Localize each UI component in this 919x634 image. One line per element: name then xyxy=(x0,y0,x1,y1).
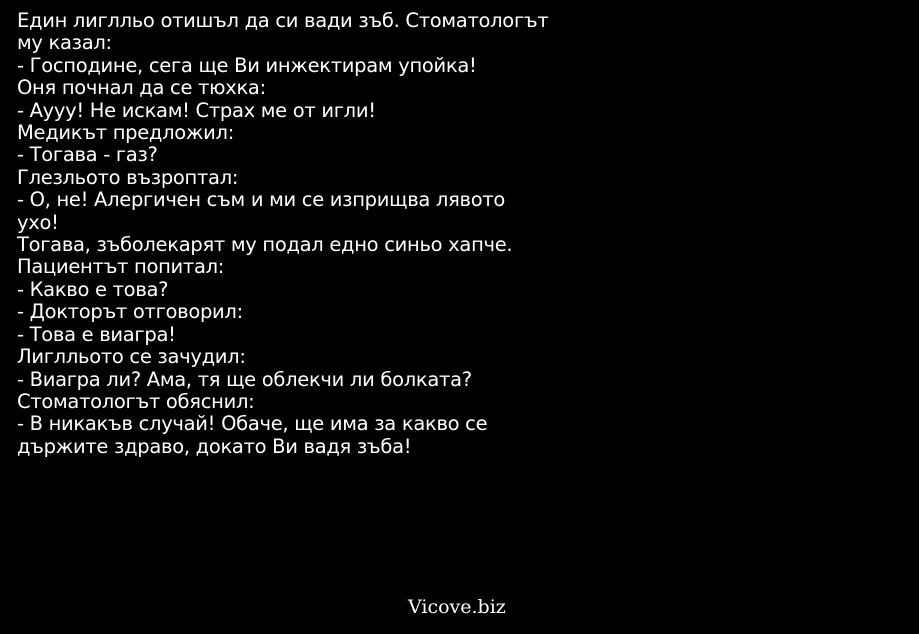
joke-line: му казал: xyxy=(17,31,112,55)
joke-line: Лиглльото се зачудил: xyxy=(17,345,246,369)
joke-line: Стоматологът обяснил: xyxy=(17,389,255,413)
joke-line: - Докторът отговорил: xyxy=(17,300,243,324)
joke-line: Медикът предложил: xyxy=(17,121,234,145)
joke-line: държите здраво, докато Ви вадя зъба! xyxy=(17,434,412,458)
joke-line: - Това е виагра! xyxy=(17,322,176,346)
joke-line: Пациентът попитал: xyxy=(17,255,225,279)
site-watermark: Vicove.biz xyxy=(408,596,506,618)
joke-line: Тогава, зъболекарят му подал едно синьо хапче. xyxy=(17,233,513,257)
joke-text xyxy=(17,10,577,458)
joke-line: - Аууу! Не искам! Страх ме от игли! xyxy=(17,98,376,122)
joke-line: - О, не! Алергичен съм и ми се изприщва лявото xyxy=(17,188,506,212)
joke-line: - Господине, сега ще Ви инжектирам упойка! xyxy=(17,53,477,77)
joke-line: - В никакъв случай! Обаче, ще има за какво се xyxy=(17,412,488,436)
joke-line: - Виагра ли? Ама, тя ще облекчи ли болката? xyxy=(17,367,472,391)
joke-line: Оня почнал да се тюхка: xyxy=(17,76,266,100)
joke-line: Един лиглльо отишъл да си вади зъб. Стоматологът xyxy=(17,9,549,32)
joke-line: ухо! xyxy=(17,210,59,234)
joke-line: - Тогава - газ? xyxy=(17,143,158,167)
joke-line: - Какво е това? xyxy=(17,277,169,301)
joke-line: Глезльото възроптал: xyxy=(17,165,239,189)
